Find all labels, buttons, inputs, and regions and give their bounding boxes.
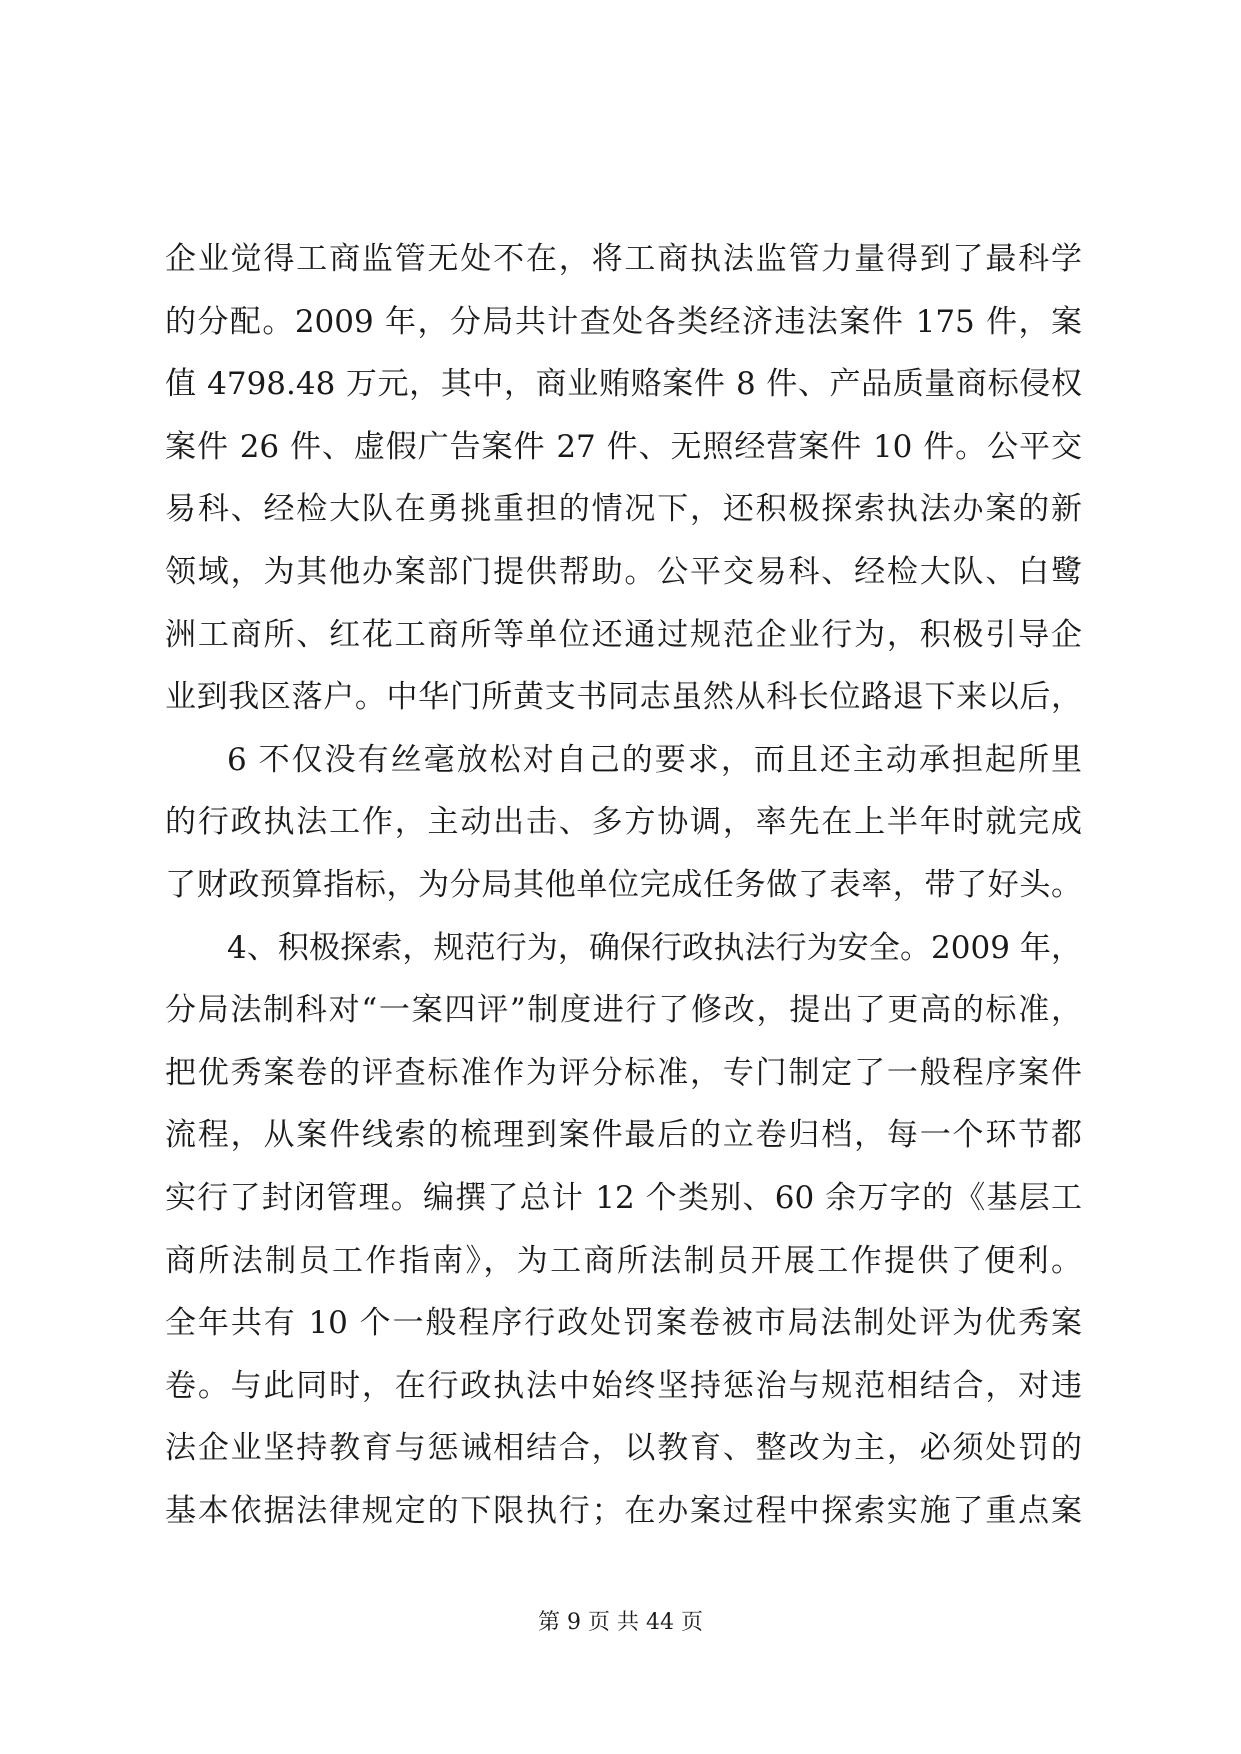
text-line: 业到我区落户。中华门所黄支书同志虽然从科长位路退下来以后， — [165, 679, 1082, 716]
text-line: 易科、经检大队在勇挑重担的情况下，还积极探索执法办案的新 — [165, 491, 1082, 528]
body-text — [165, 228, 1082, 1542]
text-line: 全年共有 10 个一般程序行政处罚案卷被市局法制处评为优秀案 — [165, 1305, 1082, 1342]
text-line: 的行政执法工作，主动出击、多方协调，率先在上半年时就完成 — [165, 804, 1082, 841]
text-line: 洲工商所、红花工商所等单位还通过规范企业行为，积极引导企 — [165, 616, 1082, 653]
text-line: 流程，从案件线索的梳理到案件最后的立卷归档，每一个环节都 — [165, 1117, 1082, 1154]
text-line: 商所法制员工作指南》，为工商所法制员开展工作提供了便利。 — [165, 1242, 1082, 1279]
text-line: 的分配。2009 年，分局共计查处各类经济违法案件 175 件，案 — [165, 303, 1082, 340]
text-line: 案件 26 件、虚假广告案件 27 件、无照经营案件 10 件。公平交 — [165, 428, 1082, 465]
text-line: 实行了封闭管理。编撰了总计 12 个类别、60 余万字的《基层工 — [165, 1179, 1082, 1216]
text-line: 法企业坚持教育与惩诫相结合，以教育、整改为主，必须处罚的 — [165, 1430, 1082, 1467]
text-line: 卷。与此同时，在行政执法中始终坚持惩治与规范相结合，对违 — [165, 1367, 1082, 1404]
text-line: 4、积极探索，规范行为，确保行政执法行为安全。2009 年， — [227, 929, 1082, 966]
text-line: 基本依据法律规定的下限执行；在办案过程中探索实施了重点案 — [165, 1492, 1082, 1529]
page-number-label: 第 9 页 共 44 页 — [538, 1610, 703, 1635]
text-line: 值 4798.48 万元，其中，商业贿赂案件 8 件、产品质量商标侵权 — [165, 366, 1082, 403]
text-line: 领域，为其他办案部门提供帮助。公平交易科、经检大队、白鹭 — [165, 553, 1082, 590]
page-footer — [0, 1605, 1241, 1636]
text-line: 6 不仅没有丝毫放松对自己的要求，而且还主动承担起所里 — [227, 741, 1082, 778]
text-line: 把优秀案卷的评查标准作为评分标准，专门制定了一般程序案件 — [165, 1054, 1082, 1091]
text-line: 了财政预算指标，为分局其他单位完成任务做了表率，带了好头。 — [165, 866, 1082, 903]
text-line: 分局法制科对“一案四评”制度进行了修改，提出了更高的标准， — [165, 992, 1082, 1029]
text-line: 企业觉得工商监管无处不在，将工商执法监管力量得到了最科学 — [165, 241, 1082, 277]
